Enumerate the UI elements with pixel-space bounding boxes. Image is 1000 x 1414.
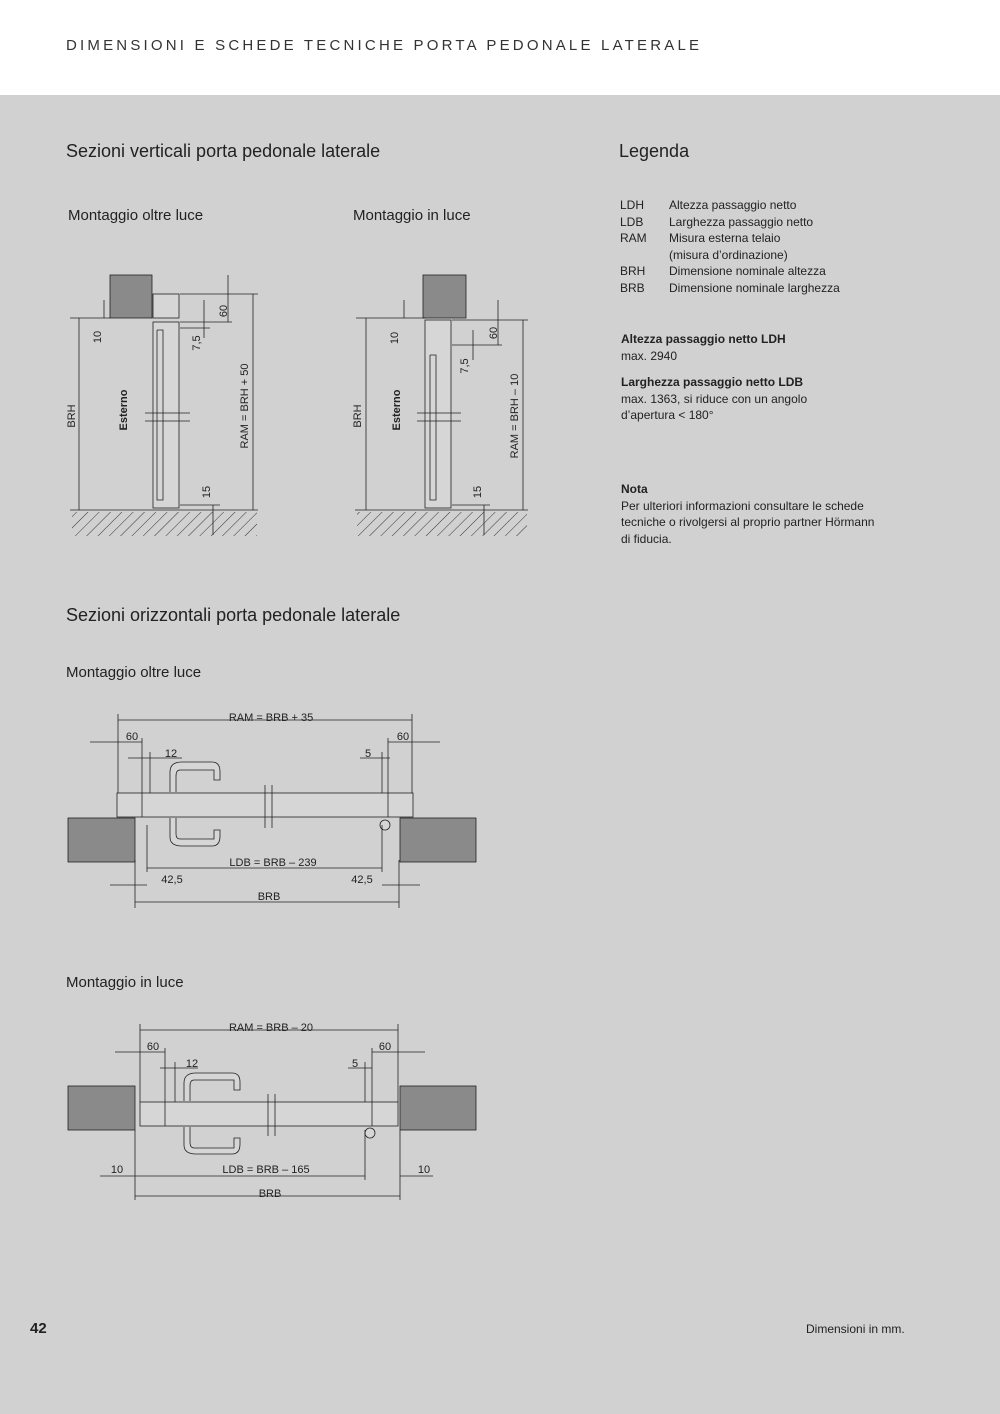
in-brb-label: BRB [258,1188,282,1200]
legend-title: Legenda [619,141,690,161]
legend-desc: Dimensione nominale larghezza [669,280,840,295]
legend-list [620,197,920,296]
page-title: DIMENSIONI E SCHEDE TECNICHE PORTA PEDONALE LATERALE [66,37,703,54]
legend-item [620,197,920,214]
in-left10-label: 10 [110,1164,124,1176]
right-outside-label: Esterno [391,389,403,431]
ldb-text-2: d’apertura < 180° [621,408,714,422]
in-left60-label: 60 [146,1041,160,1053]
in-right10-label: 10 [417,1164,431,1176]
left-brh-label: BRH [66,404,78,428]
note-info [621,481,901,547]
horizontal-section-over-diagram [0,700,520,920]
left-d75-label: 7,5 [191,335,203,351]
horizontal-section-in-diagram [0,1010,520,1210]
in-ram-label: RAM = BRB – 20 [228,1022,314,1034]
right-ram-label: RAM = BRH – 10 [509,373,521,459]
left-d10-label: 10 [92,330,104,344]
legend-abbr: LDB [620,214,644,229]
right-d10-label: 10 [389,331,401,345]
horizontal-over-subtitle: Montaggio oltre luce [66,664,202,681]
note-text-2: tecniche o rivolgersi al proprio partner Hörmann [621,515,875,529]
page-number: 42 [30,1320,47,1337]
legend-desc: Dimensione nominale altezza [669,264,826,278]
vertical-sections-title: Sezioni verticali porta pedonale laterale [66,141,381,161]
legend-abbr [620,247,669,264]
legend-desc: (misura d’ordinazione) [669,247,788,262]
legend-desc: Altezza passaggio netto [669,198,797,212]
over-brb-label: BRB [257,891,281,903]
legend-desc: Misura esterna telaio [669,231,781,245]
in-right60-label: 60 [378,1041,392,1053]
in-d5-label: 5 [351,1058,359,1070]
over-ldb-label: LDB = BRB – 239 [229,857,317,869]
units-note: Dimensioni in mm. [806,1322,905,1336]
note-heading: Nota [621,482,648,496]
over-ram-label: RAM = BRB + 35 [228,712,314,724]
ldh-heading: Altezza passaggio netto LDH [621,332,786,346]
legend-abbr: LDH [620,198,645,212]
legend-item [620,247,920,264]
legend-item [620,263,920,280]
over-right60-label: 60 [396,731,410,743]
left-ram-label: RAM = BRH + 50 [239,363,251,449]
in-d12-label: 12 [185,1058,199,1070]
over-left42-label: 42,5 [161,874,183,886]
left-outside-label: Esterno [118,389,130,431]
horizontal-in-subtitle: Montaggio in luce [66,974,184,991]
legend-abbr: RAM [620,231,647,245]
legend-item [620,214,920,231]
in-ldb-label: LDB = BRB – 165 [222,1164,310,1176]
over-d12-label: 12 [164,748,178,760]
over-left60-label: 60 [125,731,139,743]
vertical-left-subtitle: Montaggio oltre luce [68,207,204,224]
right-brh-label: BRH [352,404,364,428]
note-text-3: di fiducia. [621,531,672,546]
left-d15-label: 15 [201,485,213,499]
ldb-heading: Larghezza passaggio netto LDB [621,375,804,389]
right-d75-label: 7,5 [459,358,471,374]
note-text-1: Per ulteriori informazioni consultare le schede [621,498,864,513]
ldh-info [621,331,901,364]
ldb-text-1: max. 1363, si riduce con un angolo [621,391,808,406]
legend-abbr: BRB [620,280,645,295]
legend-item [620,230,920,247]
horizontal-sections-title: Sezioni orizzontali porta pedonale laterale [66,605,401,625]
over-d5-label: 5 [364,748,372,760]
legend-abbr: BRH [620,264,646,278]
vertical-right-subtitle: Montaggio in luce [353,207,471,224]
right-d60-label: 60 [488,326,500,340]
ldb-info [621,374,901,424]
ldh-text: max. 2940 [621,348,678,363]
over-right42-label: 42,5 [351,874,373,886]
legend-item [620,280,920,297]
legend-desc: Larghezza passaggio netto [669,214,814,229]
left-d60-label: 60 [218,304,230,318]
right-d15-label: 15 [472,485,484,499]
